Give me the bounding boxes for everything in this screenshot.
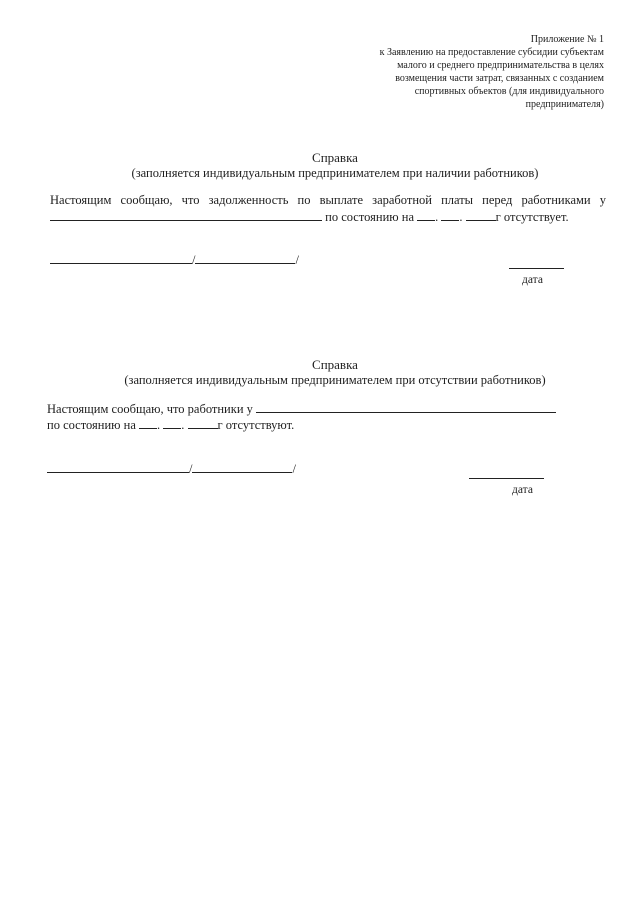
appendix-header bbox=[344, 33, 604, 111]
section2-subtitle: (заполняется индивидуальным предпринимателем при отсутствии работников) bbox=[124, 373, 546, 387]
appendix-line: предпринимателя) bbox=[525, 99, 604, 110]
section2-title: Справка bbox=[312, 357, 358, 372]
appendix-line: малого и среднего предпринимательства в целях bbox=[397, 60, 604, 71]
day-blank[interactable] bbox=[139, 417, 157, 429]
section2-statement-line1 bbox=[47, 401, 556, 417]
year-blank[interactable] bbox=[466, 209, 496, 221]
statement-word: по bbox=[297, 193, 311, 207]
statement-word: у bbox=[599, 193, 606, 207]
statement-word: Настоящим bbox=[50, 193, 112, 207]
section1-statement-line1 bbox=[50, 193, 606, 208]
statement-word: выплате bbox=[319, 193, 364, 207]
month-blank[interactable] bbox=[441, 209, 459, 221]
appendix-line: к Заявлению на предоставление субсидии субъектам bbox=[379, 47, 604, 58]
statement-text: Настоящим сообщаю, что работники у bbox=[47, 402, 253, 416]
year-blank[interactable] bbox=[188, 417, 218, 429]
signature-blank[interactable] bbox=[50, 252, 192, 264]
statement-word: что bbox=[181, 193, 200, 207]
appendix-line: спортивных объектов (для индивидуального bbox=[414, 86, 604, 97]
statement-word: задолженность bbox=[208, 193, 289, 207]
section2-date-label: дата bbox=[512, 484, 533, 496]
section1-title: Справка bbox=[312, 150, 358, 165]
section1-subtitle: (заполняется индивидуальным предпринимателем при наличии работников) bbox=[131, 166, 539, 180]
appendix-line: Приложение № 1 bbox=[530, 34, 604, 45]
date-dot: . bbox=[459, 210, 463, 224]
date-dot: . bbox=[181, 418, 185, 432]
status-date-text: по состоянию на bbox=[325, 210, 414, 224]
signature-end: / bbox=[292, 462, 296, 476]
statement-word: сообщаю, bbox=[120, 193, 173, 207]
statement-word: платы bbox=[441, 193, 474, 207]
section1-signature-row bbox=[50, 252, 299, 268]
appendix-line: возмещения части затрат, связанных с созданием bbox=[395, 73, 604, 84]
status-date-text: по состоянию на bbox=[47, 418, 136, 432]
section1-date-label: дата bbox=[522, 274, 543, 286]
section2-statement-line2 bbox=[47, 417, 294, 433]
signature-name-blank[interactable] bbox=[195, 252, 295, 264]
month-blank[interactable] bbox=[163, 417, 181, 429]
signature-separator: / bbox=[189, 462, 193, 476]
signature-name-blank[interactable] bbox=[192, 461, 292, 473]
employer-name-blank[interactable] bbox=[256, 401, 556, 413]
date-dot: . bbox=[435, 210, 439, 224]
section1-statement-line2 bbox=[50, 209, 569, 225]
statement-word: перед bbox=[482, 193, 513, 207]
section2-signature-row bbox=[47, 461, 296, 477]
section1-date-blank[interactable] bbox=[509, 268, 564, 269]
signature-blank[interactable] bbox=[47, 461, 189, 473]
signature-separator: / bbox=[192, 253, 196, 267]
date-dot: . bbox=[157, 418, 161, 432]
section2-date-blank[interactable] bbox=[469, 478, 544, 479]
status-tail-text: г отсутствует. bbox=[495, 210, 569, 224]
signature-end: / bbox=[295, 253, 299, 267]
status-tail-text: г отсутствуют. bbox=[217, 418, 295, 432]
statement-word: работниками bbox=[521, 193, 591, 207]
statement-word: заработной bbox=[372, 193, 432, 207]
day-blank[interactable] bbox=[417, 209, 435, 221]
employer-name-blank[interactable] bbox=[50, 209, 322, 221]
